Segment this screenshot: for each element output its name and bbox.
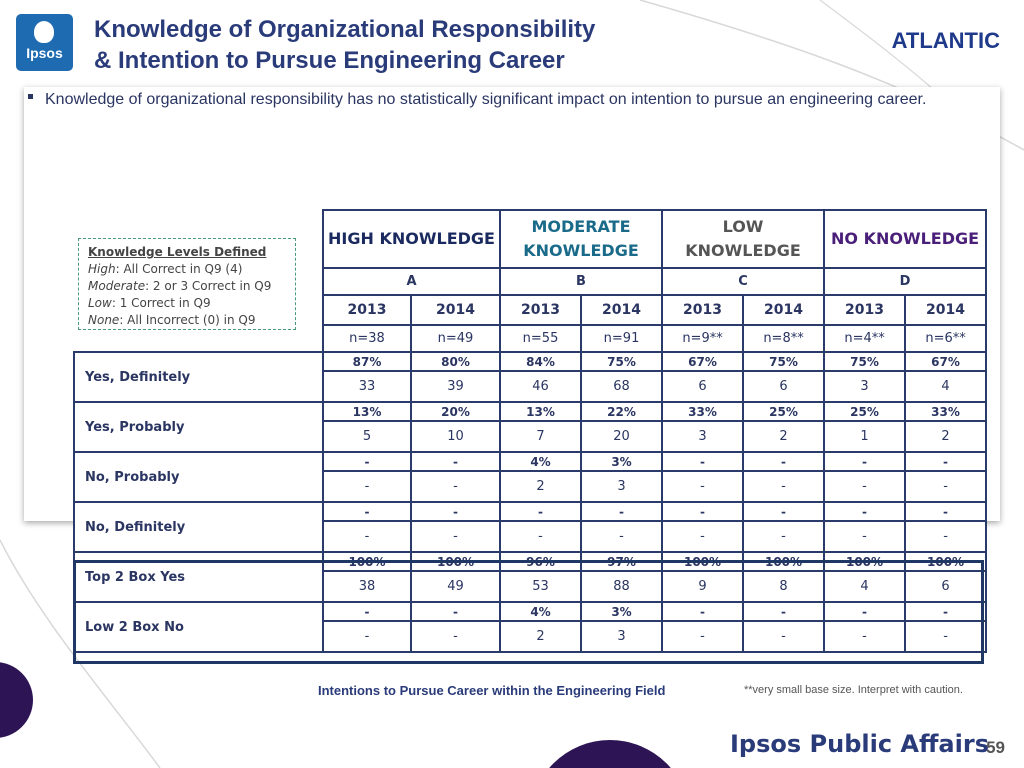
count-cell: 53: [500, 571, 581, 602]
legend-row-none: None: All Incorrect (0) in Q9: [88, 313, 256, 327]
base-size: n=8**: [743, 325, 824, 352]
group-letter: B: [500, 268, 662, 295]
count-cell: 38: [323, 571, 411, 602]
percent-cell: -: [743, 602, 824, 621]
row-label: No, Definitely: [74, 502, 323, 552]
percent-cell: 96%: [500, 552, 581, 571]
count-cell: 7: [500, 421, 581, 452]
percent-cell: 67%: [905, 352, 986, 371]
count-cell: 8: [743, 571, 824, 602]
percent-cell: 100%: [905, 552, 986, 571]
table-row: [74, 602, 986, 621]
key-finding-text: Knowledge of organizational responsibility has no statistically significant impact on intention to pursue an engineering career.: [45, 91, 927, 108]
percent-cell: 25%: [743, 402, 824, 421]
percent-cell: 80%: [411, 352, 500, 371]
base-size: n=6**: [905, 325, 986, 352]
percent-cell: -: [662, 452, 743, 471]
percent-cell: -: [743, 452, 824, 471]
group-header: MODERATE KNOWLEDGE: [500, 210, 662, 268]
count-cell: -: [824, 621, 905, 652]
group-letter: A: [323, 268, 500, 295]
count-cell: -: [662, 471, 743, 502]
percent-cell: 100%: [743, 552, 824, 571]
region-label: ATLANTIC: [891, 28, 1000, 53]
legend-row-low: Low: 1 Correct in Q9: [88, 296, 211, 310]
row-label: Yes, Probably: [74, 402, 323, 452]
count-cell: -: [411, 471, 500, 502]
base-size-note: **very small base size. Interpret with caution.: [744, 684, 963, 696]
percent-cell: 25%: [824, 402, 905, 421]
percent-cell: -: [411, 602, 500, 621]
row-label: Top 2 Box Yes: [74, 552, 323, 602]
percent-cell: 22%: [581, 402, 662, 421]
page-number: 59: [986, 738, 1005, 757]
percent-cell: 67%: [662, 352, 743, 371]
count-cell: -: [743, 521, 824, 552]
percent-cell: 75%: [743, 352, 824, 371]
count-cell: 3: [581, 621, 662, 652]
table-row: [74, 452, 986, 471]
count-cell: -: [323, 521, 411, 552]
base-size: n=55: [500, 325, 581, 352]
table-row: [74, 402, 986, 421]
count-cell: 39: [411, 371, 500, 402]
count-cell: 6: [905, 571, 986, 602]
count-cell: 3: [581, 471, 662, 502]
count-cell: -: [323, 471, 411, 502]
count-cell: 49: [411, 571, 500, 602]
base-size: n=38: [323, 325, 411, 352]
page-title: [94, 14, 714, 76]
base-size: n=49: [411, 325, 500, 352]
count-cell: 33: [323, 371, 411, 402]
count-cell: 10: [411, 421, 500, 452]
row-label: No, Probably: [74, 452, 323, 502]
title-line-2: & Intention to Pursue Engineering Career: [94, 47, 565, 74]
base-size: n=9**: [662, 325, 743, 352]
percent-cell: 33%: [905, 402, 986, 421]
year-header: 2014: [743, 295, 824, 325]
count-cell: 9: [662, 571, 743, 602]
base-size: n=91: [581, 325, 662, 352]
percent-cell: 100%: [824, 552, 905, 571]
group-letter: D: [824, 268, 986, 295]
count-cell: 4: [824, 571, 905, 602]
percent-cell: 4%: [500, 602, 581, 621]
count-cell: 20: [581, 421, 662, 452]
count-cell: -: [500, 521, 581, 552]
percent-cell: 100%: [323, 552, 411, 571]
count-cell: 2: [500, 471, 581, 502]
percent-cell: 75%: [824, 352, 905, 371]
count-cell: 6: [662, 371, 743, 402]
year-header: 2014: [905, 295, 986, 325]
percent-cell: -: [581, 502, 662, 521]
year-header: 2013: [500, 295, 581, 325]
count-cell: -: [824, 521, 905, 552]
percent-cell: 33%: [662, 402, 743, 421]
percent-cell: 13%: [500, 402, 581, 421]
percent-cell: -: [905, 602, 986, 621]
table-caption: Intentions to Pursue Career within the Engineering Field: [318, 683, 666, 698]
percent-cell: 100%: [662, 552, 743, 571]
percent-cell: 87%: [323, 352, 411, 371]
ipsos-public-affairs-wordmark: Ipsos Public Affairs: [730, 730, 989, 758]
percent-cell: -: [662, 602, 743, 621]
year-header: 2014: [411, 295, 500, 325]
percent-cell: -: [662, 502, 743, 521]
count-cell: -: [905, 471, 986, 502]
table-row: [74, 552, 986, 571]
percent-cell: -: [500, 502, 581, 521]
year-header: 2013: [824, 295, 905, 325]
percent-cell: -: [323, 602, 411, 621]
count-cell: -: [905, 621, 986, 652]
row-label: Low 2 Box No: [74, 602, 323, 652]
count-cell: -: [743, 471, 824, 502]
count-cell: 46: [500, 371, 581, 402]
year-header: 2013: [323, 295, 411, 325]
count-cell: -: [323, 621, 411, 652]
legend-title: Knowledge Levels Defined: [88, 245, 267, 259]
count-cell: 4: [905, 371, 986, 402]
count-cell: -: [662, 621, 743, 652]
year-header: 2014: [581, 295, 662, 325]
count-cell: -: [411, 521, 500, 552]
percent-cell: 3%: [581, 452, 662, 471]
percent-cell: 100%: [411, 552, 500, 571]
group-letter: C: [662, 268, 824, 295]
percent-cell: 97%: [581, 552, 662, 571]
percent-cell: 84%: [500, 352, 581, 371]
percent-cell: -: [824, 602, 905, 621]
table-row: [74, 502, 986, 521]
percent-cell: -: [323, 452, 411, 471]
percent-cell: -: [905, 502, 986, 521]
percent-cell: -: [411, 502, 500, 521]
count-cell: -: [905, 521, 986, 552]
count-cell: 2: [743, 421, 824, 452]
count-cell: -: [743, 621, 824, 652]
percent-cell: -: [824, 452, 905, 471]
group-header: LOW KNOWLEDGE: [662, 210, 824, 268]
count-cell: 88: [581, 571, 662, 602]
title-line-1: Knowledge of Organizational Responsibility: [94, 16, 596, 43]
group-header: HIGH KNOWLEDGE: [323, 210, 500, 268]
count-cell: 1: [824, 421, 905, 452]
table-row: [74, 352, 986, 371]
count-cell: 3: [662, 421, 743, 452]
year-header: 2013: [662, 295, 743, 325]
count-cell: 5: [323, 421, 411, 452]
base-size: n=4**: [824, 325, 905, 352]
count-cell: -: [581, 521, 662, 552]
percent-cell: -: [411, 452, 500, 471]
row-label: Yes, Definitely: [74, 352, 323, 402]
legend-row-moderate: Moderate: 2 or 3 Correct in Q9: [88, 279, 272, 293]
percent-cell: -: [824, 502, 905, 521]
count-cell: -: [411, 621, 500, 652]
percent-cell: -: [905, 452, 986, 471]
bullet-marker: [28, 94, 33, 99]
percent-cell: -: [743, 502, 824, 521]
count-cell: -: [662, 521, 743, 552]
ipsos-logo: Ipsos: [16, 14, 73, 71]
results-table: [73, 209, 987, 653]
group-header: NO KNOWLEDGE: [824, 210, 986, 268]
count-cell: 6: [743, 371, 824, 402]
table-corner: [74, 210, 323, 352]
percent-cell: 4%: [500, 452, 581, 471]
count-cell: 3: [824, 371, 905, 402]
percent-cell: 20%: [411, 402, 500, 421]
count-cell: -: [824, 471, 905, 502]
percent-cell: 13%: [323, 402, 411, 421]
percent-cell: -: [323, 502, 411, 521]
legend-row-high: High: All Correct in Q9 (4): [88, 262, 243, 276]
count-cell: 68: [581, 371, 662, 402]
percent-cell: 3%: [581, 602, 662, 621]
count-cell: 2: [905, 421, 986, 452]
percent-cell: 75%: [581, 352, 662, 371]
count-cell: 2: [500, 621, 581, 652]
